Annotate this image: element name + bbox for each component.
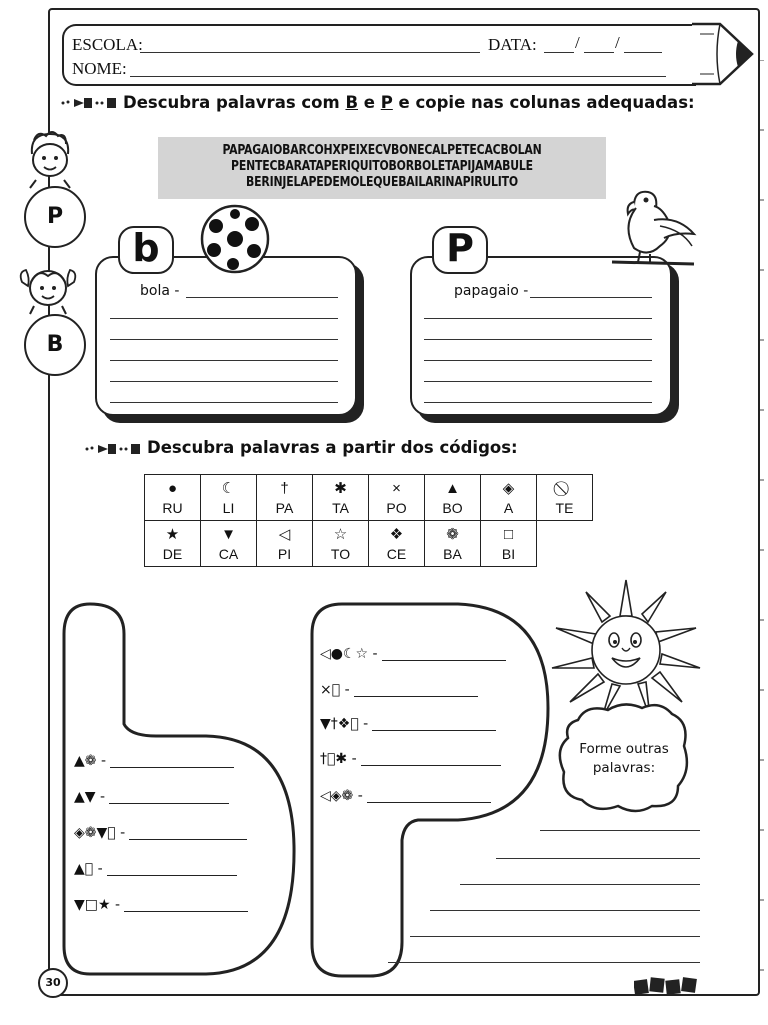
instruction-1 — [123, 93, 695, 112]
b-exercise-code: ◈❁▼⃠ - — [74, 825, 126, 841]
answer-line[interactable] — [460, 884, 700, 885]
code-symbol: ❖ — [389, 525, 404, 543]
code-cell — [425, 521, 481, 567]
answer-line[interactable] — [110, 318, 338, 319]
answer-line[interactable] — [367, 802, 491, 803]
answer-line[interactable] — [110, 402, 338, 403]
code-syllable: BI — [501, 545, 516, 562]
code-syllable: CE — [386, 545, 407, 562]
answer-line[interactable] — [110, 767, 234, 768]
code-symbol: ☆ — [333, 525, 348, 543]
code-symbol: ◁ — [278, 525, 291, 543]
code-symbol: † — [280, 479, 289, 497]
publisher-logo-icon — [634, 976, 698, 996]
bullet-icon — [60, 96, 118, 110]
boy-face-icon — [24, 128, 74, 192]
instruction-letter-b: B — [345, 93, 359, 112]
column-b-letter: b — [118, 226, 174, 274]
code-syllable: PO — [386, 499, 407, 516]
code-row — [145, 521, 593, 567]
code-table — [144, 474, 593, 567]
side-circle-b: B — [24, 314, 86, 376]
code-syllable: LI — [222, 499, 235, 516]
answer-line[interactable] — [424, 402, 652, 403]
page-number: 30 — [38, 968, 68, 998]
answer-line[interactable] — [361, 765, 501, 766]
answer-line[interactable] — [354, 696, 478, 697]
code-syllable: BA — [443, 545, 462, 562]
date-slash: / — [615, 33, 620, 52]
code-symbol: ✱ — [334, 479, 347, 497]
parrot-icon — [604, 186, 698, 272]
name-label: NOME: — [72, 59, 127, 78]
code-row — [145, 475, 593, 521]
name-field[interactable] — [130, 76, 666, 77]
instruction-1-prefix: Descubra palavras com — [123, 93, 346, 112]
b-exercise — [74, 861, 237, 877]
p-exercise-code: ◁◈❁ - — [320, 788, 363, 804]
code-cell — [425, 475, 481, 521]
answer-line[interactable] — [424, 339, 652, 340]
p-exercise-code: ◁●☾☆ - — [320, 646, 378, 662]
p-exercise-code: †⃠✱ - — [320, 751, 357, 767]
code-cell — [257, 521, 313, 567]
date-slash: / — [575, 33, 580, 52]
code-syllable: DE — [162, 545, 183, 562]
code-symbol: ◈ — [502, 479, 515, 497]
instruction-letter-p: P — [380, 93, 393, 112]
code-syllable: BO — [442, 499, 463, 516]
word-search-box — [158, 137, 606, 199]
b-exercise-code: ▲⃠ - — [74, 861, 103, 877]
code-symbol: ▲ — [445, 479, 460, 497]
p-exercise-code: ×⃠ - — [320, 682, 350, 698]
code-syllable: CA — [218, 545, 239, 562]
code-syllable: TE — [555, 499, 574, 516]
p-exercise — [320, 751, 501, 767]
code-cell — [481, 521, 537, 567]
date-month-field[interactable] — [584, 52, 614, 53]
answer-line[interactable] — [388, 962, 700, 963]
answer-line[interactable] — [530, 297, 652, 298]
code-cell — [201, 521, 257, 567]
b-exercise — [74, 789, 229, 805]
p-exercise — [320, 788, 491, 804]
word-search-line: BERINJELAPEDEMOLEQUEBAILARINAPIRULITO — [246, 175, 518, 190]
answer-line[interactable] — [107, 875, 237, 876]
code-syllable: TO — [330, 545, 351, 562]
code-cell — [369, 521, 425, 567]
bullet-icon — [84, 442, 142, 456]
code-cell — [313, 475, 369, 521]
ball-icon — [200, 204, 270, 274]
instruction-conj: e — [358, 93, 381, 112]
b-exercise — [74, 897, 248, 913]
answer-line[interactable] — [424, 381, 652, 382]
p-exercise — [320, 646, 506, 662]
code-symbol: ❁ — [446, 525, 459, 543]
answer-line[interactable] — [430, 910, 700, 911]
code-cell — [145, 475, 201, 521]
answer-line[interactable] — [410, 936, 700, 937]
cloud-text: Forme outras palavras: — [579, 741, 669, 776]
code-syllable: TA — [332, 499, 349, 516]
side-circle-p: P — [24, 186, 86, 248]
b-exercise-code: ▼□★ - — [74, 897, 121, 913]
word-search-line: PAPAGAIOBARCOHXPEIXECVBONECALPETECACBOLAN — [222, 143, 542, 158]
instruction-2: Descubra palavras a partir dos códigos: — [147, 438, 518, 457]
b-exercise — [74, 753, 234, 769]
code-syllable: PI — [277, 545, 292, 562]
column-p-example: papagaio - — [454, 283, 529, 299]
answer-line[interactable] — [186, 297, 338, 298]
code-syllable: PA — [275, 499, 294, 516]
answer-line[interactable] — [110, 339, 338, 340]
column-b-card — [95, 256, 357, 416]
code-symbol — [537, 480, 592, 500]
p-exercise-code: ▼†❖⃠ - — [320, 716, 369, 732]
code-symbol: ☾ — [221, 479, 236, 497]
pencil-tip-icon — [690, 22, 756, 86]
column-p-letter: P — [432, 226, 488, 274]
answer-line[interactable] — [540, 830, 700, 831]
answer-line[interactable] — [424, 360, 652, 361]
code-symbol: □ — [503, 525, 514, 543]
answer-line[interactable] — [110, 360, 338, 361]
code-cell — [369, 475, 425, 521]
code-cell — [481, 475, 537, 521]
code-cell — [257, 475, 313, 521]
answer-line[interactable] — [496, 858, 700, 859]
code-cell — [145, 521, 201, 567]
school-field[interactable] — [140, 52, 480, 53]
margin-ticks — [758, 60, 766, 1000]
b-exercise — [74, 825, 247, 841]
answer-line[interactable] — [124, 911, 248, 912]
code-symbol: ▼ — [221, 525, 236, 543]
answer-line[interactable] — [129, 839, 247, 840]
code-syllable: A — [503, 499, 514, 516]
word-search-line: PENTECBARATAPERIQUITOBORBOLETAPIJAMABULE — [231, 159, 533, 174]
answer-line[interactable] — [110, 381, 338, 382]
p-exercise — [320, 716, 496, 732]
code-cell — [313, 521, 369, 567]
date-year-field[interactable] — [624, 52, 662, 53]
code-symbol: ★ — [165, 525, 180, 543]
code-syllable: RU — [162, 499, 183, 516]
b-exercise-code: ▲❁ - — [74, 753, 106, 769]
answer-line[interactable] — [109, 803, 229, 804]
column-b-example: bola - — [140, 283, 180, 299]
answer-line[interactable] — [382, 660, 506, 661]
instruction-1-suffix: e copie nas colunas adequadas: — [392, 93, 695, 112]
date-day-field[interactable] — [544, 52, 574, 53]
code-symbol: ● — [167, 479, 178, 497]
school-label: ESCOLA: — [72, 35, 143, 54]
p-exercise — [320, 682, 478, 698]
answer-line[interactable] — [372, 730, 496, 731]
b-exercise-code: ▲▼ - — [74, 789, 106, 805]
code-cell — [537, 475, 593, 521]
girl-face-icon — [18, 262, 78, 316]
answer-line[interactable] — [424, 318, 652, 319]
code-symbol: × — [392, 479, 401, 497]
code-cell — [201, 475, 257, 521]
column-p-card — [410, 256, 672, 416]
date-label: DATA: — [488, 35, 537, 54]
